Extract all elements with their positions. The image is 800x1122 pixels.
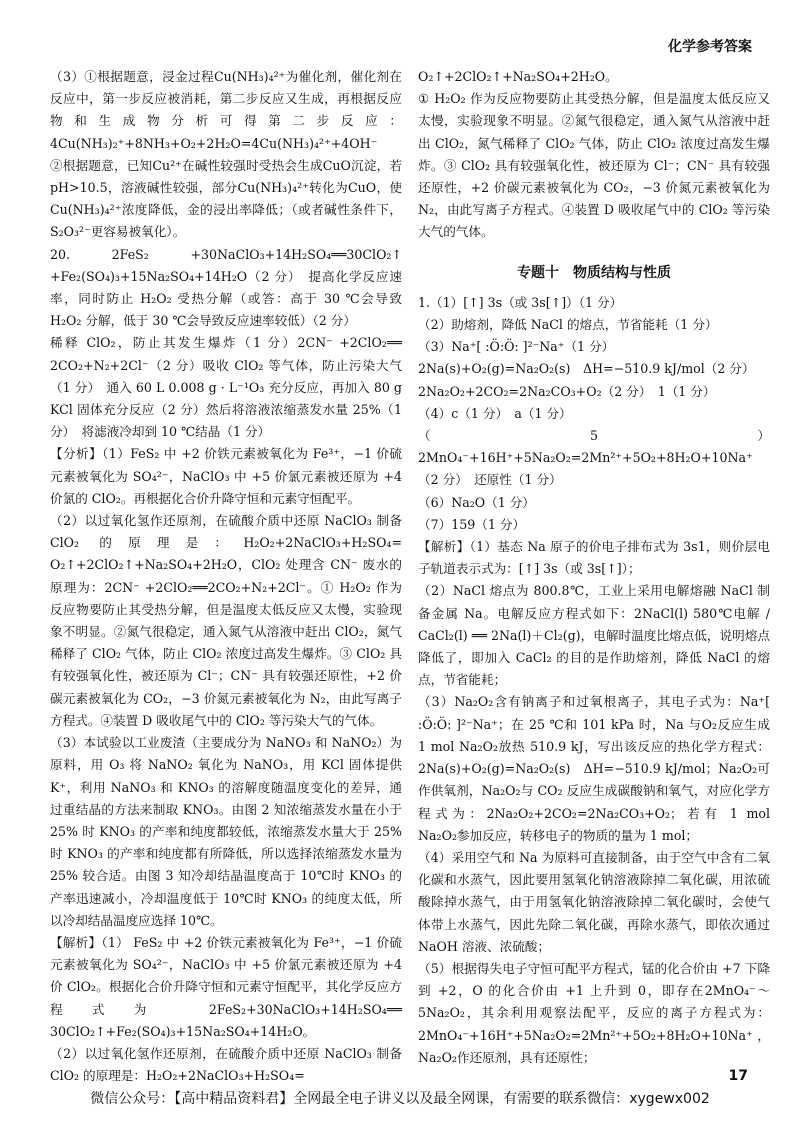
- answer-line: 1.（1）[↑] 3s（或 3s[↑]）（1 分）: [418, 294, 623, 310]
- paragraph: （5）根据得失电子守恒可配平方程式，锰的化合价由 +7 下降到 +2，O 的化合价由 +1 上升到 0，即存在2MnO₄⁻～5Na₂O₂，其余利用观察法配平，反应的离子方程式为：2MnO₄⁻+16H⁺+5Na₂O₂=2Mn²⁺+5O₂+8H₂O+10Na⁺，Na₂O₂作还原剂，具有还原性；: [418, 960, 770, 1065]
- answer-line: 2Na₂O₂+2CO₂=2Na₂CO₃+O₂（2 分） 1（1 分）: [418, 383, 716, 399]
- answer-line: （3）Na⁺[ :Ö:Ö: ]²⁻Na⁺（1 分）: [418, 339, 615, 355]
- solution-paragraph: 【解析】（1） FeS₂ 中 +2 价铁元素被氧化为 Fe³⁺，−1 价硫元素被氧化为 SO₄²⁻，NaClO₃ 中 +5 价氯元素被还原为 +4 价 ClO₂。根据化合价升降守恒和元素守恒配平，其化学反应方程式为 2FeS₂+30NaClO₃+14H₂SO₄══ 30ClO₂↑+Fe₂(SO₄)₃+15Na₂SO₄+14H₂O。: [50, 934, 402, 1039]
- right-column: [418, 66, 770, 1069]
- paragraph: 稀释 ClO₂，防止其发生爆炸（1 分）2CN⁻ +2ClO₂══ 2CO₂+N₂+2Cl⁻（2 分）吸收 ClO₂ 等气体，防止污染大气（1 分） 通入 60 L 0.008 g · L⁻¹O₃ 充分反应，再加入 80 g KCl 固体充分反应（2 分）然后将溶液浓缩蒸发水量 25%（1 分） 将滤液冷却到 10 ℃结晶（1 分）: [50, 335, 402, 440]
- paragraph: ②根据题意，已知Cu²⁺在碱性较强时受热会生成CuO沉淀，若pH>10.5，溶液碱性较强，部分Cu(NH₃)₄²⁺转化为CuO，使Cu(NH₃)₄²⁺浓度降低，金的浸出率降低；（或者碱性条件下，S₂O₃²⁻更容易被氧化）。: [50, 157, 402, 240]
- section-title: 专题十 物质结构与性质: [517, 264, 671, 281]
- answer-line: 2Na(s)+O₂(g)=Na₂O₂(s) ΔH=−510.9 kJ/mol（2 分）: [418, 361, 755, 377]
- paragraph: （2）以过氧化氢作还原剂，在硫酸介质中还原 NaClO₃ 制备 ClO₂ 的原理是：H₂O₂+2NaClO₃+H₂SO₄= O₂↑+2ClO₂↑+Na₂SO₄+2H₂O，ClO₂ 处理含 CN⁻ 废水的原理为：2CN⁻ +2ClO₂══2CO₂+N₂+2Cl⁻。① H₂O₂ 作为反应物要防止其受热分解，但是温度太低反应又太慢，实验现象不明显。②氮气很稳定，通入氮气从溶液中赶出 ClO₂，氮气稀释了 ClO₂ 气体，防止 ClO₂ 浓度过高发生爆炸。③ ClO₂ 具有较强氧化性，被还原为 Cl⁻；CN⁻ 具有较强还原性，+2 价碳元素被氧化为 CO₂，−3 价氮元素被氧化为 N₂，由此写离子方程式。④装置 D 吸收尾气中的 ClO₂ 等污染大气的气体。: [50, 513, 402, 728]
- paragraph: ① H₂O₂ 作为反应物要防止其受热分解，但是温度太低反应又太慢，实验现象不明显。②氮气很稳定，通入氮气从溶液中赶出 ClO₂，氮气稀释了 ClO₂ 气体，防止 ClO₂ 浓度过高发生爆炸。③ ClO₂ 具有较强氧化性，被还原为 Cl⁻；CN⁻ 具有较强还原性，+2 价碳元素被氧化为 CO₂，−3 价氮元素被氧化为 N₂，由此写离子方程式。④装置 D 吸收尾气中的 ClO₂ 等污染大气的气体。: [418, 91, 770, 240]
- paragraph: （2）以过氧化氢作还原剂，在硫酸介质中还原 NaClO₃ 制备 ClO₂ 的原理是：H₂O₂+2NaClO₃+H₂SO₄=: [50, 1045, 402, 1084]
- paragraph: （3）本试验以工业废渣（主要成分为 NaNO₃ 和 NaNO₂）为原料，用 O₃ 将 NaNO₂ 氧化为 NaNO₃，用 KCl 固体提供 K⁺，利用 NaNO₃ 和 KNO₃ 的溶解度随温度变化的差异，通过重结晶的方法来制取 KNO₃。由图 2 知浓缩蒸发水量在小于 25% 时 KNO₃ 的产率和纯度都较低，浓缩蒸发水量大于 25% 时 KNO₃ 的产率和纯度都有所降低，所以选择浓缩蒸发水量为 25% 较合适。由图 3 知冷却结晶温度高于 10℃时 KNO₃ 的产率迅速减小，冷却温度低于 10℃时 KNO₃ 的纯度太低，所以冷却结晶温度应选择 10℃。: [50, 735, 402, 928]
- paragraph: （3）①根据题意，浸金过程Cu(NH₃)₄²⁺为催化剂，催化剂在反应中，第一步反应被消耗，第二步反应又生成，再根据反应物和生成物分析可得第二步反应：4Cu(NH₃)₂⁺+8NH₃+O₂+2H₂O=4Cu(NH₃)₄²⁺+4OH⁻: [50, 69, 402, 151]
- page-header: 化学参考答案: [668, 39, 752, 55]
- question-20: 20. 2FeS₂ +30NaClO₃+14H₂SO₄══30ClO₂↑ +Fe₂(SO₄)₃+15Na₂SO₄+14H₂O（2 分） 提高化学反应速率，同时防止 H₂O₂ 受热分解（或答：高于 30 ℃会导致 H₂O₂ 分解，低于 30 ℃会导致反应速率较低）（2 分）: [50, 246, 402, 329]
- answer-line: （6）Na₂O（1 分）: [418, 494, 535, 510]
- analysis-paragraph: 【分析】（1）FeS₂ 中 +2 价铁元素被氧化为 Fe³⁺，−1 价硫元素被氧化为 SO₄²⁻，NaClO₃ 中 +5 价氯元素被还原为 +4 价氯的 ClO₂。再根据化合价升降守恒和元素守恒配平。: [50, 446, 402, 506]
- solution-paragraph: 【解析】（1）基态 Na 原子的价电子排布式为 3s1，则价层电子轨道表示式为：[↑] 3s（或 3s[↑]）；: [418, 539, 770, 577]
- paragraph: （3）Na₂O₂含有钠离子和过氧根离子，其电子式为：Na⁺[ :Ö:Ö: ]²⁻Na⁺；在 25 ℃和 101 kPa 时，Na 与O₂反应生成 1 mol Na₂O₂放热 510.9 kJ，写出该反应的热化学方程式：2Na(s)+O₂(g)=Na₂O₂(s) ΔH=−510.9 kJ/mol；Na₂O₂可作供氧剂，Na₂O₂与 CO₂ 反应生成碳酸钠和氧气，对应化学方程式为：2Na₂O₂+2CO₂=2Na₂CO₃+O₂；若有 1 mol Na₂O₂参加反应，转移电子的物质的量为 1 mol；: [418, 694, 770, 843]
- footer-text: 微信公众号：【高中精品资料君】全网最全电子讲义以及最全网课，有需要的联系微信：xygewx002: [90, 1091, 710, 1107]
- answer-line: （7）159（1 分）: [418, 516, 526, 532]
- page-number: 17: [728, 1068, 748, 1084]
- left-column: [50, 66, 402, 1087]
- paragraph: （4）采用空气和 Na 为原料可直接制备，由于空气中含有二氧化碳和水蒸气，因此要用氢氧化钠溶液除掉二氧化碳，用浓硫酸除掉水蒸气，由于用氢氧化钠溶液除掉二氧化碳时，会使气体带上水蒸气，因此先除二氧化碳，再除水蒸气，即依次通过 NaOH 溶液、浓硫酸；: [418, 849, 770, 954]
- answer-line: （2）助熔剂，降低 NaCl 的熔点，节省能耗（1 分）: [418, 317, 718, 333]
- answer-line: （4）c（1 分） a（1 分）: [418, 405, 572, 421]
- paragraph: O₂↑+2ClO₂↑+Na₂SO₄+2H₂O。: [418, 69, 618, 84]
- paragraph: （2）NaCl 熔点为 800.8℃，工业上采用电解熔融 NaCl 制备金属 Na。电解反应方程式如下：2NaCl(l) 580℃电解 / CaCl₂(l) ══ 2Na(l)＋Cl₂(g)，电解时温度比熔点低，说明熔点降低了，即加入 CaCl₂ 的目的是作助熔剂，降低 NaCl 的熔点，节省能耗；: [418, 583, 770, 688]
- answer-line: （5）2MnO₄⁻+16H⁺+5Na₂O₂=2Mn²⁺+5O₂+8H₂O+10Na⁺（2 分） 还原性（1 分）: [418, 428, 770, 488]
